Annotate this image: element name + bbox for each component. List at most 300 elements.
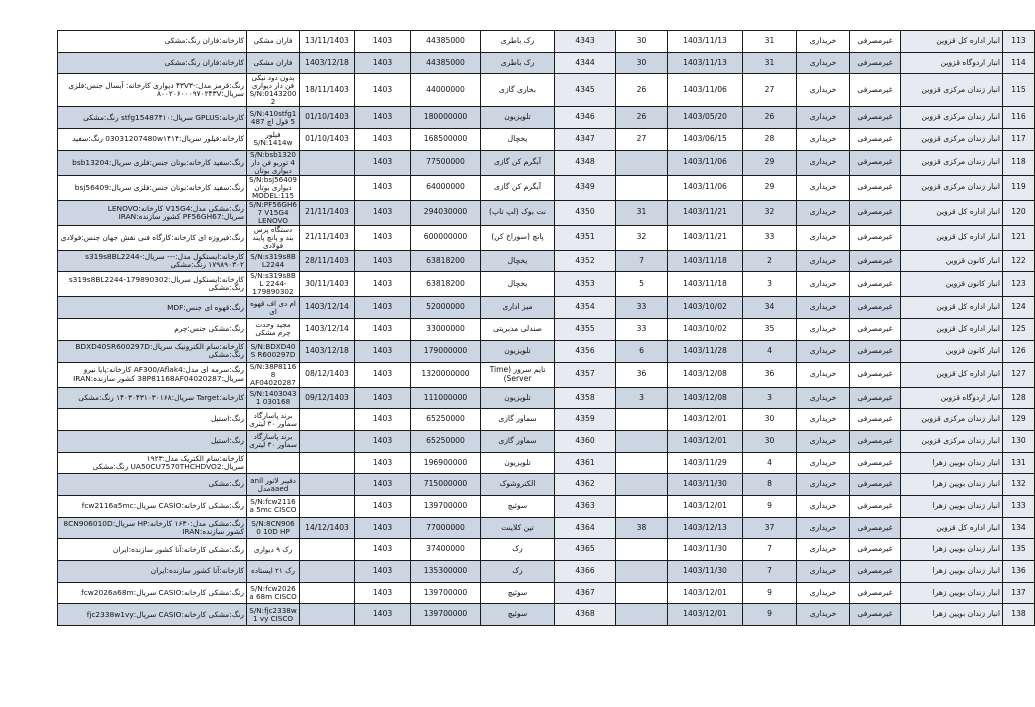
doc-date-cell: 1403/11/30: [668, 474, 743, 496]
warehouse-name-cell: انبار اردوگاه قزوین: [901, 52, 1003, 74]
receipt-number-cell: [616, 430, 668, 452]
acquisition-type-cell: خریداری: [797, 129, 850, 151]
delivery-date-cell: 13/11/1403: [300, 31, 355, 53]
delivery-date-cell: [300, 452, 355, 474]
table-row: [58, 225, 1035, 250]
consumption-type-cell: غیرمصرفی: [850, 430, 901, 452]
delivery-date-cell: [300, 409, 355, 431]
doc-number-cell: 3: [743, 272, 797, 297]
doc-number-cell: 29: [743, 150, 797, 175]
description-cell: کارخانه:سام الکتریک مدل:۱۹۲۳ سریال:UA50CU7570THCHDVO2 رنگ:مشکی: [58, 452, 247, 474]
description-cell: کارخانه:ایستکول سریال:s319s8BL2244-179890302 رنگ:مشکی: [58, 272, 247, 297]
item-name-cell: رک باطری: [481, 31, 555, 53]
property-code-cell: 4356: [555, 340, 616, 362]
serial-info-cell: S/N:s319s8BL 2244-179890302: [247, 272, 300, 297]
delivery-date-cell: 1403/12/18: [300, 52, 355, 74]
warehouse-name-cell: انبار کانون قزوین: [901, 250, 1003, 272]
price-cell: 139700000: [411, 604, 481, 626]
acquisition-type-cell: خریداری: [797, 561, 850, 583]
delivery-date-cell: 21/11/1403: [300, 225, 355, 250]
receipt-number-cell: [616, 539, 668, 561]
item-name-cell: تلویزیون: [481, 340, 555, 362]
acquisition-type-cell: خریداری: [797, 297, 850, 319]
item-name-cell: بخاری گازی: [481, 74, 555, 107]
description-cell: رنگ:مشکی کارخانه:CASIO سریال:fcw2116a5mc: [58, 495, 247, 517]
property-code-cell: 4363: [555, 495, 616, 517]
year-cell: 1403: [355, 387, 411, 409]
receipt-number-cell: [616, 175, 668, 200]
table-row: [58, 107, 1035, 129]
year-cell: 1403: [355, 604, 411, 626]
consumption-type-cell: غیرمصرفی: [850, 107, 901, 129]
serial-info-cell: S/N:bsj56409 دیواری بوتان MODEL:115: [247, 175, 300, 200]
warehouse-name-cell: انبار زندان مرکزی قزوین: [901, 175, 1003, 200]
doc-date-cell: 1403/11/30: [668, 561, 743, 583]
property-code-cell: 4348: [555, 150, 616, 175]
item-name-cell: آبگرم کن گازی: [481, 175, 555, 200]
delivery-date-cell: 01/10/1403: [300, 129, 355, 151]
acquisition-type-cell: خریداری: [797, 107, 850, 129]
table-row: [58, 31, 1035, 53]
description-cell: کارخانه:Target سریال:۱۴۰۳۰۴۳۱۰۳۰۱۶۸ رنگ:مشکی: [58, 387, 247, 409]
property-code-cell: 4364: [555, 517, 616, 539]
receipt-number-cell: 38: [616, 517, 668, 539]
warehouse-name-cell: انبار اداره کل قزوین: [901, 517, 1003, 539]
consumption-type-cell: غیرمصرفی: [850, 517, 901, 539]
warehouse-name-cell: انبار کانون قزوین: [901, 340, 1003, 362]
receipt-number-cell: 26: [616, 74, 668, 107]
property-code-cell: 4352: [555, 250, 616, 272]
delivery-date-cell: 1403/12/18: [300, 340, 355, 362]
item-name-cell: رک: [481, 561, 555, 583]
receipt-number-cell: [616, 582, 668, 604]
receipt-number-cell: [616, 561, 668, 583]
delivery-date-cell: [300, 582, 355, 604]
property-code-cell: 4354: [555, 297, 616, 319]
receipt-number-cell: 33: [616, 297, 668, 319]
consumption-type-cell: غیرمصرفی: [850, 452, 901, 474]
doc-date-cell: 1403/11/06: [668, 175, 743, 200]
acquisition-type-cell: خریداری: [797, 474, 850, 496]
receipt-number-cell: [616, 409, 668, 431]
serial-info-cell: S/N:38P81168 AF04020287: [247, 362, 300, 387]
year-cell: 1403: [355, 319, 411, 341]
serial-info-cell: S/N:410stfg15 قول اچ 487: [247, 107, 300, 129]
table-row: [58, 175, 1035, 200]
table-row: [58, 319, 1035, 341]
consumption-type-cell: غیرمصرفی: [850, 604, 901, 626]
receipt-number-cell: 36: [616, 362, 668, 387]
row-number-cell: 135: [1003, 539, 1035, 561]
receipt-number-cell: [616, 452, 668, 474]
doc-date-cell: 1403/11/13: [668, 52, 743, 74]
item-name-cell: یخچال: [481, 272, 555, 297]
row-number-cell: 122: [1003, 250, 1035, 272]
row-number-cell: 129: [1003, 409, 1035, 431]
item-name-cell: تین کلاینت: [481, 517, 555, 539]
serial-info-cell: S/N:fcw2116a 5mc CISCO: [247, 495, 300, 517]
serial-info-cell: مجید وحدت چرم مشکی: [247, 319, 300, 341]
row-number-cell: 116: [1003, 107, 1035, 129]
property-code-cell: 4362: [555, 474, 616, 496]
row-number-cell: 115: [1003, 74, 1035, 107]
item-name-cell: یخچال: [481, 129, 555, 151]
item-name-cell: صندلی مدیریتی: [481, 319, 555, 341]
property-code-cell: 4346: [555, 107, 616, 129]
item-name-cell: رک باطری: [481, 52, 555, 74]
warehouse-name-cell: انبار زندان بویین زهرا: [901, 474, 1003, 496]
serial-info-cell: S/N:fjc2338w1 vy CISCO: [247, 604, 300, 626]
item-name-cell: نت بوک (لپ تاپ): [481, 200, 555, 225]
receipt-number-cell: 30: [616, 52, 668, 74]
property-code-cell: 4353: [555, 272, 616, 297]
price-cell: 44385000: [411, 52, 481, 74]
serial-info-cell: دستگاه پرس بند و پانچ پایند فولادی: [247, 225, 300, 250]
doc-date-cell: 1403/11/30: [668, 539, 743, 561]
property-code-cell: 4360: [555, 430, 616, 452]
consumption-type-cell: غیرمصرفی: [850, 387, 901, 409]
description-cell: کارخانه:فاران رنگ:مشکی: [58, 31, 247, 53]
row-number-cell: 125: [1003, 319, 1035, 341]
serial-info-cell: ام دی اف قهوه ای: [247, 297, 300, 319]
acquisition-type-cell: خریداری: [797, 452, 850, 474]
consumption-type-cell: غیرمصرفی: [850, 74, 901, 107]
doc-date-cell: 1403/10/02: [668, 319, 743, 341]
table-row: [58, 582, 1035, 604]
doc-number-cell: 33: [743, 225, 797, 250]
row-number-cell: 113: [1003, 31, 1035, 53]
price-cell: 44385000: [411, 31, 481, 53]
warehouse-name-cell: انبار زندان مرکزی قزوین: [901, 129, 1003, 151]
row-number-cell: 114: [1003, 52, 1035, 74]
description-cell: کارخانه:GPLUS سریال:stfg15487۴۱۰ رنگ:مشکی: [58, 107, 247, 129]
table-row: [58, 129, 1035, 151]
consumption-type-cell: غیرمصرفی: [850, 150, 901, 175]
consumption-type-cell: غیرمصرفی: [850, 225, 901, 250]
price-cell: 52000000: [411, 297, 481, 319]
table-row: [58, 52, 1035, 74]
description-cell: رنگ:مشکی کارخانه:آنا کشور سازنده:ایران: [58, 539, 247, 561]
year-cell: 1403: [355, 150, 411, 175]
receipt-number-cell: [616, 495, 668, 517]
year-cell: 1403: [355, 175, 411, 200]
year-cell: 1403: [355, 582, 411, 604]
consumption-type-cell: غیرمصرفی: [850, 495, 901, 517]
warehouse-name-cell: انبار اردوگاه قزوین: [901, 387, 1003, 409]
table-row: [58, 604, 1035, 626]
doc-date-cell: 1403/11/13: [668, 31, 743, 53]
acquisition-type-cell: خریداری: [797, 200, 850, 225]
doc-date-cell: 1403/06/15: [668, 129, 743, 151]
description-cell: رنگ:استیل: [58, 409, 247, 431]
year-cell: 1403: [355, 225, 411, 250]
item-name-cell: تلویزیون: [481, 107, 555, 129]
price-cell: 139700000: [411, 582, 481, 604]
serial-info-cell: فاران مشکی: [247, 31, 300, 53]
item-name-cell: تلویزیون: [481, 387, 555, 409]
property-code-cell: 4343: [555, 31, 616, 53]
doc-number-cell: 37: [743, 517, 797, 539]
doc-number-cell: 27: [743, 74, 797, 107]
receipt-number-cell: 7: [616, 250, 668, 272]
doc-number-cell: 9: [743, 495, 797, 517]
inventory-table: [57, 30, 1035, 626]
doc-date-cell: 1403/11/29: [668, 452, 743, 474]
doc-number-cell: 32: [743, 200, 797, 225]
doc-number-cell: 31: [743, 31, 797, 53]
price-cell: 294030000: [411, 200, 481, 225]
year-cell: 1403: [355, 31, 411, 53]
doc-date-cell: 1403/11/06: [668, 74, 743, 107]
row-number-cell: 118: [1003, 150, 1035, 175]
delivery-date-cell: 30/11/1403: [300, 272, 355, 297]
acquisition-type-cell: خریداری: [797, 409, 850, 431]
row-number-cell: 128: [1003, 387, 1035, 409]
acquisition-type-cell: خریداری: [797, 430, 850, 452]
serial-info-cell: فیلور S/N:1414w: [247, 129, 300, 151]
row-number-cell: 126: [1003, 340, 1035, 362]
consumption-type-cell: غیرمصرفی: [850, 539, 901, 561]
row-number-cell: 134: [1003, 517, 1035, 539]
warehouse-name-cell: انبار اداره کل قزوین: [901, 297, 1003, 319]
table-row: [58, 561, 1035, 583]
year-cell: 1403: [355, 272, 411, 297]
table-row: [58, 452, 1035, 474]
doc-date-cell: 1403/12/08: [668, 362, 743, 387]
consumption-type-cell: غیرمصرفی: [850, 297, 901, 319]
year-cell: 1403: [355, 495, 411, 517]
serial-info-cell: [247, 452, 300, 474]
doc-number-cell: 8: [743, 474, 797, 496]
consumption-type-cell: غیرمصرفی: [850, 175, 901, 200]
price-cell: 37400000: [411, 539, 481, 561]
row-number-cell: 136: [1003, 561, 1035, 583]
doc-number-cell: 26: [743, 107, 797, 129]
doc-number-cell: 36: [743, 362, 797, 387]
price-cell: 111000000: [411, 387, 481, 409]
table-row: [58, 150, 1035, 175]
year-cell: 1403: [355, 409, 411, 431]
description-cell: رنگ:سرمه ای مدل:AF300/Aflak4 کارخانه:پایا نیرو سریال:38P81168AF04020287 کشور سازنده:IRAN: [58, 362, 247, 387]
receipt-number-cell: [616, 474, 668, 496]
doc-number-cell: 28: [743, 129, 797, 151]
warehouse-name-cell: انبار زندان بویین زهرا: [901, 539, 1003, 561]
serial-info-cell: S/N:fcw2026a 68m CISCO: [247, 582, 300, 604]
property-code-cell: 4358: [555, 387, 616, 409]
serial-info-cell: رک ۲۱ ایستاده: [247, 561, 300, 583]
acquisition-type-cell: خریداری: [797, 319, 850, 341]
receipt-number-cell: 31: [616, 200, 668, 225]
item-name-cell: رک: [481, 539, 555, 561]
doc-number-cell: 9: [743, 582, 797, 604]
doc-number-cell: 4: [743, 452, 797, 474]
item-name-cell: سوئیچ: [481, 582, 555, 604]
item-name-cell: آبگرم کن گازی: [481, 150, 555, 175]
row-number-cell: 124: [1003, 297, 1035, 319]
item-name-cell: سماور گازی: [481, 430, 555, 452]
description-cell: کارخانه:فاران رنگ:مشکی: [58, 52, 247, 74]
acquisition-type-cell: خریداری: [797, 225, 850, 250]
price-cell: 65250000: [411, 409, 481, 431]
year-cell: 1403: [355, 129, 411, 151]
table-row: [58, 495, 1035, 517]
price-cell: 77000000: [411, 517, 481, 539]
year-cell: 1403: [355, 74, 411, 107]
year-cell: 1403: [355, 200, 411, 225]
serial-info-cell: S/N:8CN9060 10D HP: [247, 517, 300, 539]
acquisition-type-cell: خریداری: [797, 495, 850, 517]
year-cell: 1403: [355, 561, 411, 583]
delivery-date-cell: [300, 539, 355, 561]
doc-number-cell: 31: [743, 52, 797, 74]
price-cell: 600000000: [411, 225, 481, 250]
doc-date-cell: 1403/12/01: [668, 604, 743, 626]
consumption-type-cell: غیرمصرفی: [850, 582, 901, 604]
year-cell: 1403: [355, 52, 411, 74]
delivery-date-cell: 08/12/1403: [300, 362, 355, 387]
doc-number-cell: 34: [743, 297, 797, 319]
price-cell: 64000000: [411, 175, 481, 200]
table-row: [58, 297, 1035, 319]
doc-date-cell: 1403/11/18: [668, 272, 743, 297]
acquisition-type-cell: خریداری: [797, 250, 850, 272]
doc-date-cell: 1403/11/18: [668, 250, 743, 272]
property-code-cell: 4357: [555, 362, 616, 387]
serial-info-cell: دفیبر لاتور anil aaedمدل: [247, 474, 300, 496]
description-cell: رنگ:مشکی کارخانه:CASIO سریال:fcw2026a68m: [58, 582, 247, 604]
acquisition-type-cell: خریداری: [797, 387, 850, 409]
warehouse-name-cell: انبار اداره کل قزوین: [901, 200, 1003, 225]
description-cell: رنگ:استیل: [58, 430, 247, 452]
receipt-number-cell: 3: [616, 387, 668, 409]
description-cell: رنگ:مشکی جنس:چرم: [58, 319, 247, 341]
property-code-cell: 4345: [555, 74, 616, 107]
delivery-date-cell: 14/12/1403: [300, 517, 355, 539]
doc-date-cell: 1403/11/06: [668, 150, 743, 175]
acquisition-type-cell: خریداری: [797, 175, 850, 200]
description-cell: کارخانه:فیلور سریال:03031207480w۱۴۱۴ رنگ:سفید: [58, 129, 247, 151]
delivery-date-cell: 1403/12/14: [300, 319, 355, 341]
doc-date-cell: 1403/12/01: [668, 495, 743, 517]
table-row: [58, 539, 1035, 561]
delivery-date-cell: [300, 175, 355, 200]
table-row: [58, 340, 1035, 362]
warehouse-name-cell: انبار اداره کل قزوین: [901, 225, 1003, 250]
receipt-number-cell: 5: [616, 272, 668, 297]
table-row: [58, 272, 1035, 297]
year-cell: 1403: [355, 430, 411, 452]
row-number-cell: 121: [1003, 225, 1035, 250]
table-row: [58, 409, 1035, 431]
table-row: [58, 387, 1035, 409]
price-cell: 63818200: [411, 250, 481, 272]
serial-info-cell: برند پاسارگاد سماور ۳۰ لیتری: [247, 409, 300, 431]
acquisition-type-cell: خریداری: [797, 31, 850, 53]
receipt-number-cell: [616, 150, 668, 175]
doc-number-cell: 30: [743, 430, 797, 452]
delivery-date-cell: [300, 604, 355, 626]
price-cell: 715000000: [411, 474, 481, 496]
doc-number-cell: 30: [743, 409, 797, 431]
row-number-cell: 117: [1003, 129, 1035, 151]
acquisition-type-cell: خریداری: [797, 362, 850, 387]
consumption-type-cell: غیرمصرفی: [850, 52, 901, 74]
delivery-date-cell: 18/11/1403: [300, 74, 355, 107]
price-cell: 179000000: [411, 340, 481, 362]
warehouse-name-cell: انبار کانون قزوین: [901, 272, 1003, 297]
row-number-cell: 119: [1003, 175, 1035, 200]
year-cell: 1403: [355, 107, 411, 129]
doc-date-cell: 1403/11/21: [668, 200, 743, 225]
item-name-cell: تلویزیون: [481, 452, 555, 474]
serial-info-cell: S/N:BDXD40S R600297D: [247, 340, 300, 362]
property-code-cell: 4347: [555, 129, 616, 151]
warehouse-name-cell: انبار زندان بویین زهرا: [901, 495, 1003, 517]
serial-info-cell: S/N:14030431 030168: [247, 387, 300, 409]
serial-info-cell: فاران مشکی: [247, 52, 300, 74]
consumption-type-cell: غیرمصرفی: [850, 362, 901, 387]
price-cell: 63818200: [411, 272, 481, 297]
acquisition-type-cell: خریداری: [797, 74, 850, 107]
doc-number-cell: 2: [743, 250, 797, 272]
item-name-cell: میز اداری: [481, 297, 555, 319]
acquisition-type-cell: خریداری: [797, 582, 850, 604]
consumption-type-cell: غیرمصرفی: [850, 340, 901, 362]
table-row: [58, 517, 1035, 539]
doc-date-cell: 1403/11/21: [668, 225, 743, 250]
table-row: [58, 74, 1035, 107]
row-number-cell: 130: [1003, 430, 1035, 452]
year-cell: 1403: [355, 474, 411, 496]
year-cell: 1403: [355, 452, 411, 474]
property-code-cell: 4359: [555, 409, 616, 431]
receipt-number-cell: 33: [616, 319, 668, 341]
doc-number-cell: 7: [743, 539, 797, 561]
delivery-date-cell: 21/11/1403: [300, 200, 355, 225]
price-cell: 1320000000: [411, 362, 481, 387]
price-cell: 65250000: [411, 430, 481, 452]
warehouse-name-cell: انبار اداره کل قزوین: [901, 31, 1003, 53]
description-cell: رنگ:قرمز مدل:-۴۳V۳ دیواری کارخانه: آبسال جنس:فلزی سریال:۸۰۰۲۰۶۰۰۰۹۷۰۲۴۳V: [58, 74, 247, 107]
row-number-cell: 123: [1003, 272, 1035, 297]
delivery-date-cell: 1403/12/14: [300, 297, 355, 319]
row-number-cell: 120: [1003, 200, 1035, 225]
year-cell: 1403: [355, 250, 411, 272]
receipt-number-cell: 32: [616, 225, 668, 250]
acquisition-type-cell: خریداری: [797, 539, 850, 561]
property-code-cell: 4355: [555, 319, 616, 341]
receipt-number-cell: 27: [616, 129, 668, 151]
warehouse-name-cell: انبار زندان مرکزی قزوین: [901, 430, 1003, 452]
doc-date-cell: 1403/10/02: [668, 297, 743, 319]
price-cell: 33000000: [411, 319, 481, 341]
property-code-cell: 4365: [555, 539, 616, 561]
consumption-type-cell: غیرمصرفی: [850, 272, 901, 297]
table-row: [58, 474, 1035, 496]
item-name-cell: سوئیچ: [481, 495, 555, 517]
price-cell: 139700000: [411, 495, 481, 517]
row-number-cell: 127: [1003, 362, 1035, 387]
row-number-cell: 138: [1003, 604, 1035, 626]
consumption-type-cell: غیرمصرفی: [850, 474, 901, 496]
delivery-date-cell: 09/12/1403: [300, 387, 355, 409]
property-code-cell: 4368: [555, 604, 616, 626]
property-code-cell: 4367: [555, 582, 616, 604]
description-cell: رنگ:سفید کارخانه:بوتان جنس:فلزی سریال:bsb13204: [58, 150, 247, 175]
year-cell: 1403: [355, 340, 411, 362]
serial-info-cell: S/N:PF56GH67 V15G4 LENOVO: [247, 200, 300, 225]
price-cell: 196900000: [411, 452, 481, 474]
